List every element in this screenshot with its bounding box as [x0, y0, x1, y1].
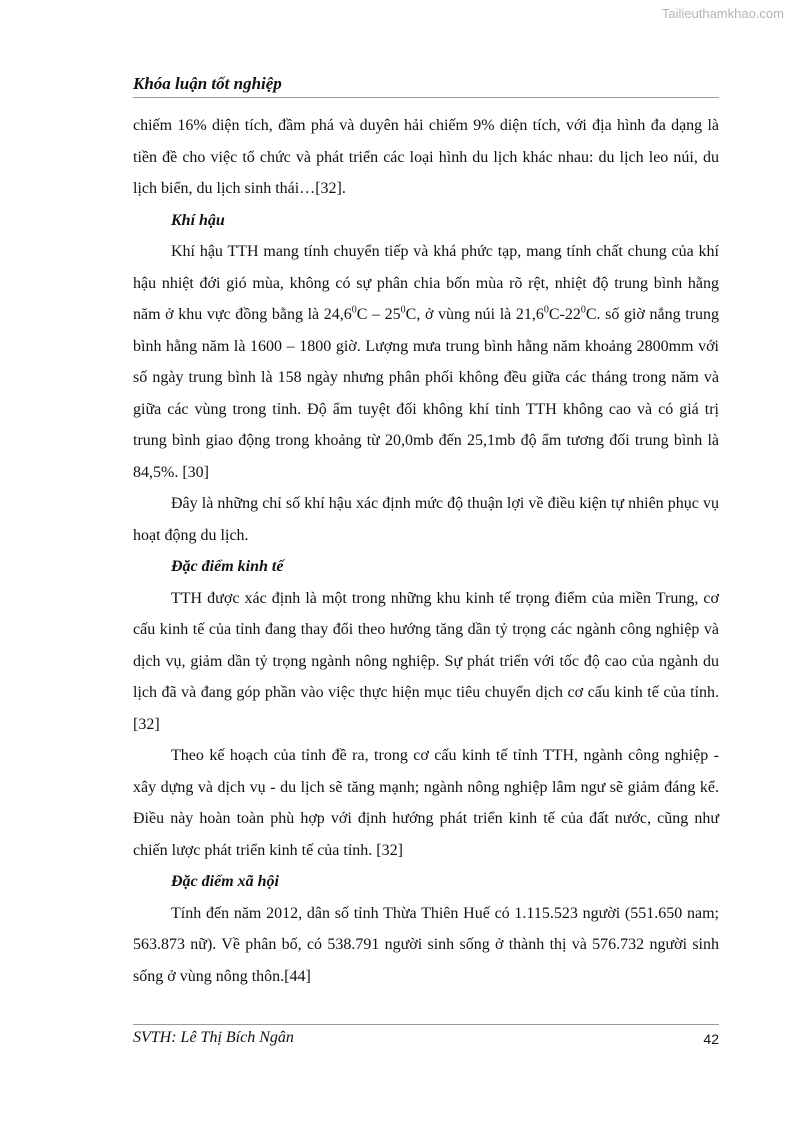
economy-paragraph-2: Theo kế hoạch của tỉnh đề ra, trong cơ cấu kinh tế tỉnh TTH, ngành công nghiệp - xây dựng và dịch vụ - du lịch sẽ tăng mạnh; ngành nông nghiệp lâm ngư sẽ giảm đáng kể. Điều này hoàn toàn phù hợp với định hướng phát triển kinh tế của đất nước, cũng như chiến lược phát triển kinh tế của tỉnh. [32]: [133, 747, 719, 859]
climate-text-5: C. số giờ nắng trung bình hằng năm là 1600 – 1800 giờ. Lượng mưa trung bình hằng năm khoảng 2800mm với số ngày trung bình là 158 ngày nhưng phân phối không đều giữa các tháng trong năm và giữa các vùng trong tỉnh. Độ ẩm tuyệt đối không khí tỉnh TTH không cao và có giá trị trung bình giao động trong khoảng từ 20,0mb đến 25,1mb độ ẩm tương đối trung bình là 84,5%. [30]: [133, 306, 720, 481]
degree-sup-1: 0: [351, 304, 357, 316]
footer-divider: [133, 1024, 719, 1025]
degree-sup-3: 0: [543, 304, 549, 316]
footer-author: SVTH: Lê Thị Bích Ngân: [133, 1029, 294, 1046]
climate-heading: Khí hậu: [171, 211, 225, 229]
watermark: Tailieuthamkhao.com: [661, 6, 784, 21]
climate-text-3: C, ở vùng núi là 21,6: [405, 306, 544, 323]
climate-text-2: C – 25: [356, 306, 401, 323]
page-header-title: Khóa luận tốt nghiệp: [133, 74, 282, 93]
page-number: 42: [703, 1031, 719, 1047]
society-paragraph: Tính đến năm 2012, dân số tỉnh Thừa Thiên Huế có 1.115.523 người (551.650 nam; 563.873 nữ). Về phân bố, có 538.791 người sinh sống ở thành thị và 576.732 người sinh sống ở vùng nông thôn.[44]: [133, 904, 719, 985]
economy-heading: Đặc điểm kinh tế: [171, 558, 284, 575]
header-divider: [133, 97, 719, 98]
degree-sup-2: 0: [400, 304, 406, 316]
page-content: [133, 110, 719, 992]
degree-sup-4: 0: [580, 304, 586, 316]
society-heading: Đặc điểm xã hội: [171, 873, 279, 890]
climate-text-1: Khí hậu TTH mang tính chuyển tiếp và khá phức tạp, mang tính chất chung của khí hậu nhiệt đới gió mùa, không có sự phân chia bốn mùa rõ rệt, nhiệt độ trung bình hằng năm ở khu vực đồng bằng là 24,6: [133, 243, 719, 323]
climate-text-4: C-22: [548, 306, 581, 323]
economy-paragraph-1: TTH được xác định là một trong những khu kinh tế trọng điểm của miền Trung, cơ cấu kinh tế của tỉnh đang thay đổi theo hướng tăng dần tỷ trọng các ngành công nghiệp và dịch vụ, giảm dần tỷ trọng ngành nông nghiệp. Sự phát triển với tốc độ cao của ngành du lịch đã và đang góp phần vào việc thực hiện mục tiêu chuyển dịch cơ cấu kinh tế của tỉnh. [32]: [133, 589, 719, 733]
climate-paragraph: [133, 236, 719, 488]
intro-paragraph: chiếm 16% diện tích, đầm phá và duyên hải chiếm 9% diện tích, với địa hình đa dạng là tiền đề cho việc tổ chức và phát triển các loại hình du lịch khác nhau: du lịch leo núi, du lịch biển, du lịch sinh thái…[32].: [133, 117, 719, 197]
climate-paragraph-2: Đây là những chỉ số khí hậu xác định mức độ thuận lợi về điều kiện tự nhiên phục vụ hoạt động du lịch.: [133, 495, 719, 544]
